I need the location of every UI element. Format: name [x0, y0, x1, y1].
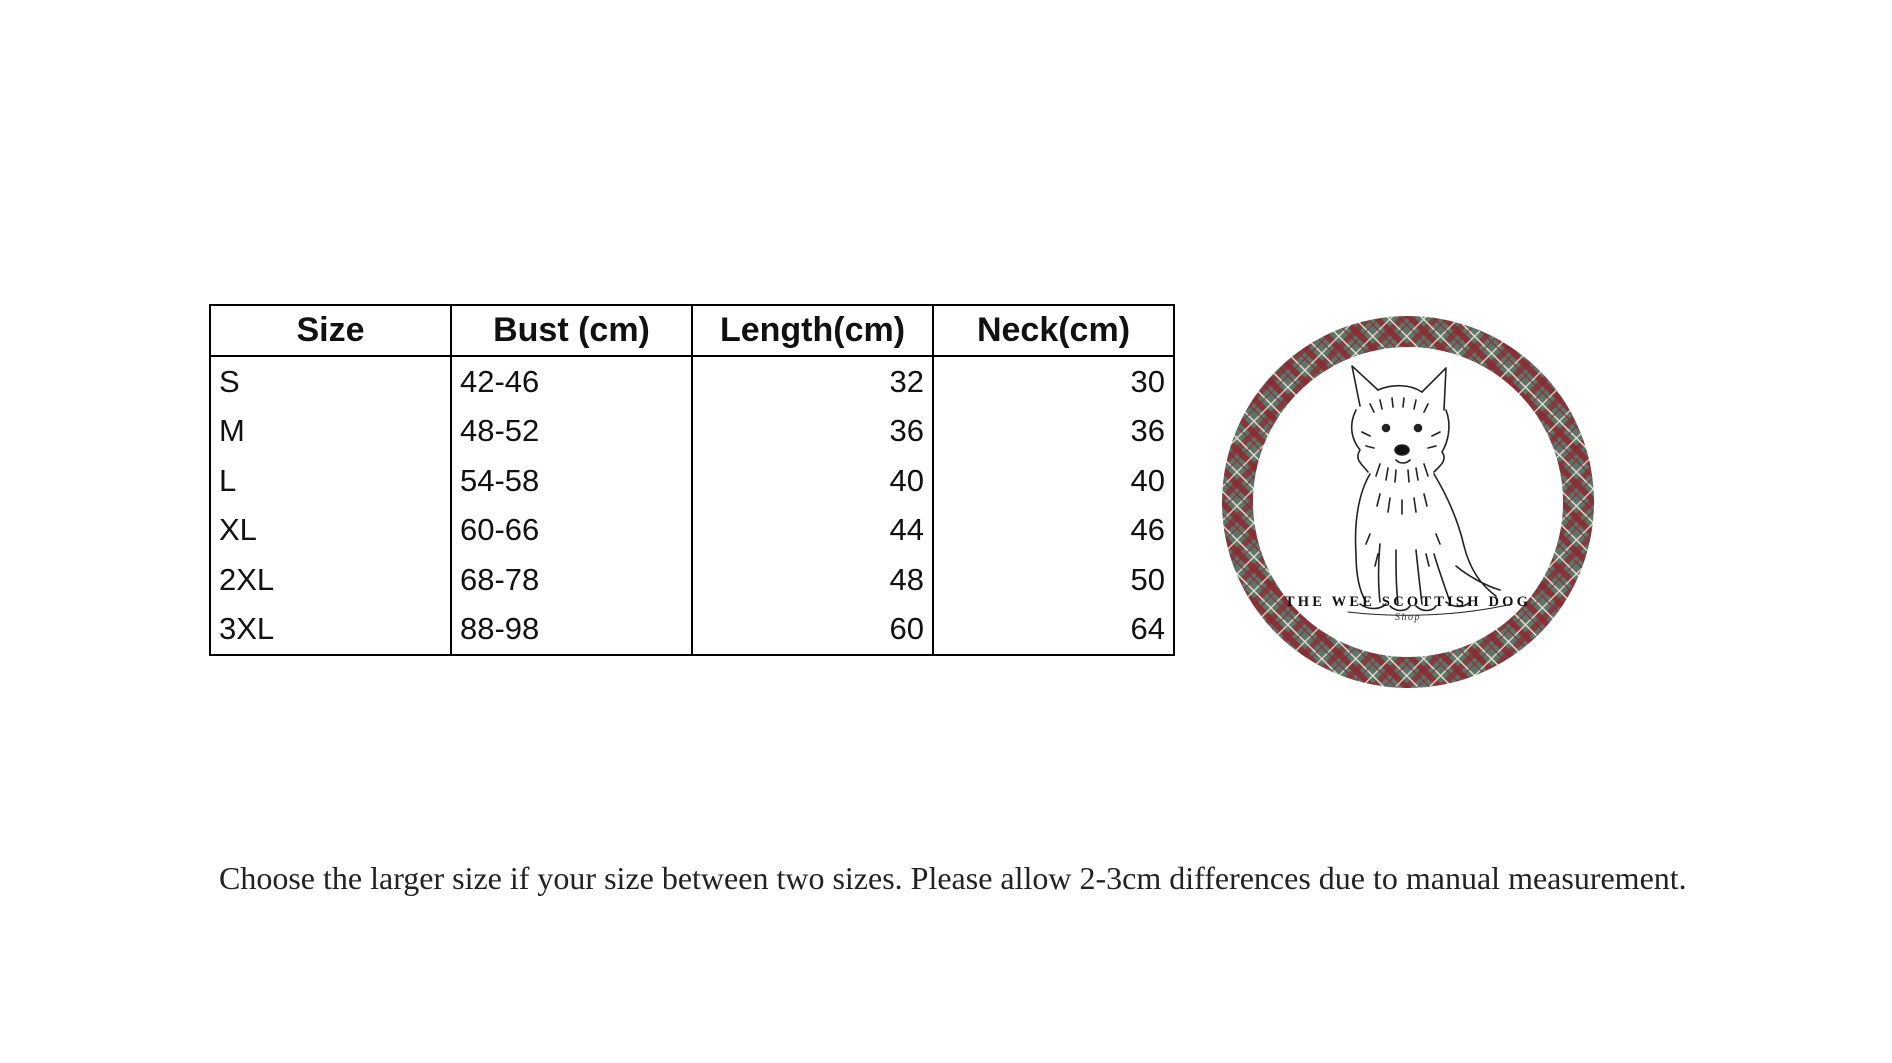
cell-neck: 50 [933, 555, 1174, 604]
header-bust: Bust (cm) [451, 305, 692, 356]
logo-inner-circle [1253, 347, 1563, 657]
cell-length: 36 [692, 407, 933, 456]
cell-size: M [210, 407, 451, 456]
size-chart-table [209, 304, 1175, 656]
cell-bust: 88-98 [451, 604, 692, 655]
header-size: Size [210, 305, 451, 356]
cell-neck: 64 [933, 604, 1174, 655]
cell-length: 48 [692, 555, 933, 604]
cell-neck: 40 [933, 456, 1174, 505]
cell-bust: 68-78 [451, 555, 692, 604]
cell-size: S [210, 356, 451, 407]
cell-neck: 46 [933, 505, 1174, 554]
cell-bust: 48-52 [451, 407, 692, 456]
header-length: Length(cm) [692, 305, 933, 356]
cell-length: 32 [692, 356, 933, 407]
sizing-note: Choose the larger size if your size between two sizes. Please allow 2-3cm differences due to manual measurement. [219, 860, 1687, 896]
header-neck: Neck(cm) [933, 305, 1174, 356]
table-row [210, 604, 1174, 655]
cell-neck: 36 [933, 407, 1174, 456]
cell-length: 40 [692, 456, 933, 505]
cell-neck: 30 [933, 356, 1174, 407]
table-row [210, 407, 1174, 456]
cell-length: 60 [692, 604, 933, 655]
table-row [210, 555, 1174, 604]
table-header-row [210, 305, 1174, 356]
cell-size: 3XL [210, 604, 451, 655]
logo-subtitle-text: Shop [1395, 612, 1421, 623]
cell-size: 2XL [210, 555, 451, 604]
cell-bust: 42-46 [451, 356, 692, 407]
logo-brand-text: THE WEE SCOTTISH DOG [1284, 594, 1532, 610]
cell-bust: 60-66 [451, 505, 692, 554]
shop-logo [1220, 314, 1596, 690]
shop-logo-svg [1220, 314, 1596, 690]
table-row [210, 505, 1174, 554]
cell-size: L [210, 456, 451, 505]
table-row [210, 356, 1174, 407]
cell-bust: 54-58 [451, 456, 692, 505]
table-row [210, 456, 1174, 505]
cell-length: 44 [692, 505, 933, 554]
cell-size: XL [210, 505, 451, 554]
